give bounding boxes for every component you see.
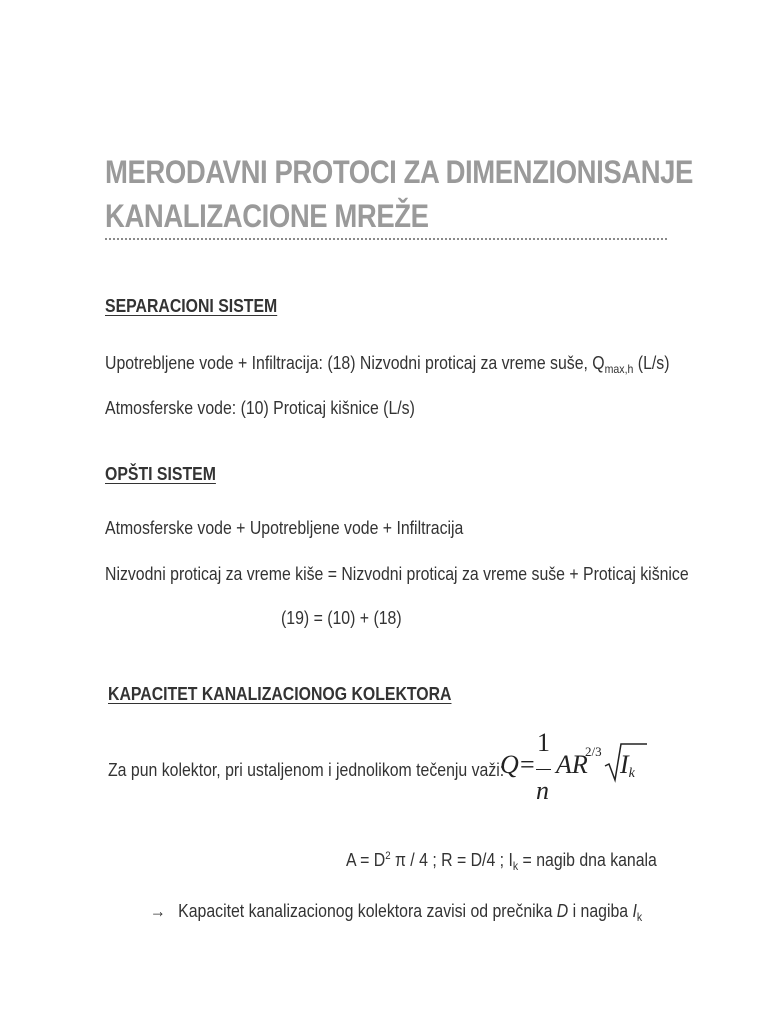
section-heading-opsti: OPŠTI SISTEM — [105, 464, 216, 484]
opsti-line-2: Nizvodni proticaj za vreme kiše = Nizvodni proticaj za vreme suše + Proticaj kišnice — [105, 564, 689, 584]
separacioni-line-1-unit: (L/s) — [633, 353, 670, 373]
conclusion-i: I — [632, 901, 637, 921]
section-heading-separacioni: SEPARACIONI SISTEM — [105, 296, 278, 316]
page-title-line-1: MERODAVNI PROTOCI ZA DIMENZIONISANJE — [105, 154, 693, 190]
formula-equals: = — [520, 750, 535, 779]
right-arrow-icon: → — [150, 901, 166, 921]
conclusion-text: Kapacitet kanalizacionog kolektora zavisi od prečnika — [178, 901, 557, 921]
def-a-tail: π / 4 ; R = D/4 ; I — [390, 850, 513, 870]
opsti-equation: (19) = (10) + (18) — [281, 608, 402, 628]
conclusion-mid: i nagiba — [568, 901, 633, 921]
formula-exponent: 2/3 — [585, 744, 602, 759]
formula-ar: AR — [556, 750, 588, 779]
def-i-tail: = nagib dna kanala — [518, 850, 657, 870]
formula-ik — [620, 750, 635, 782]
title-dotted-divider — [105, 238, 667, 240]
formula-k-subscript: k — [628, 766, 635, 781]
def-a-superscript: 2 — [385, 850, 391, 862]
separacioni-line-1-text: Upotrebljene vode + Infiltracija: (18) Nizvodni proticaj za vreme suše, Q — [105, 353, 605, 373]
conclusion-i-subscript: k — [636, 910, 643, 924]
manning-formula — [500, 728, 650, 813]
conclusion-line — [150, 901, 642, 924]
formula-fraction-bar — [536, 769, 551, 770]
formula-definitions — [346, 850, 657, 873]
page-title-line-2: KANALIZACIONE MREŽE — [105, 198, 429, 234]
separacioni-line-1 — [105, 353, 669, 376]
page-title — [105, 150, 693, 238]
formula-q: Q — [500, 750, 519, 779]
q-subscript: max,h — [604, 362, 634, 376]
conclusion-d: D — [556, 901, 569, 921]
section-heading-kapacitet: KAPACITET KANALIZACIONOG KOLEKTORA — [108, 684, 452, 704]
kapacitet-intro: Za pun kolektor, pri ustaljenom i jednolikom tečenju važi: — [108, 760, 505, 780]
opsti-line-1: Atmosferske vode + Upotrebljene vode + Infiltracija — [105, 518, 464, 538]
separacioni-line-2: Atmosferske vode: (10) Proticaj kišnice (L/s) — [105, 398, 415, 418]
def-a: A = D — [346, 850, 386, 870]
formula-numerator: 1 — [537, 728, 550, 757]
def-i-subscript: k — [512, 859, 519, 873]
formula-i: I — [620, 750, 629, 779]
formula-denominator: n — [536, 776, 549, 805]
